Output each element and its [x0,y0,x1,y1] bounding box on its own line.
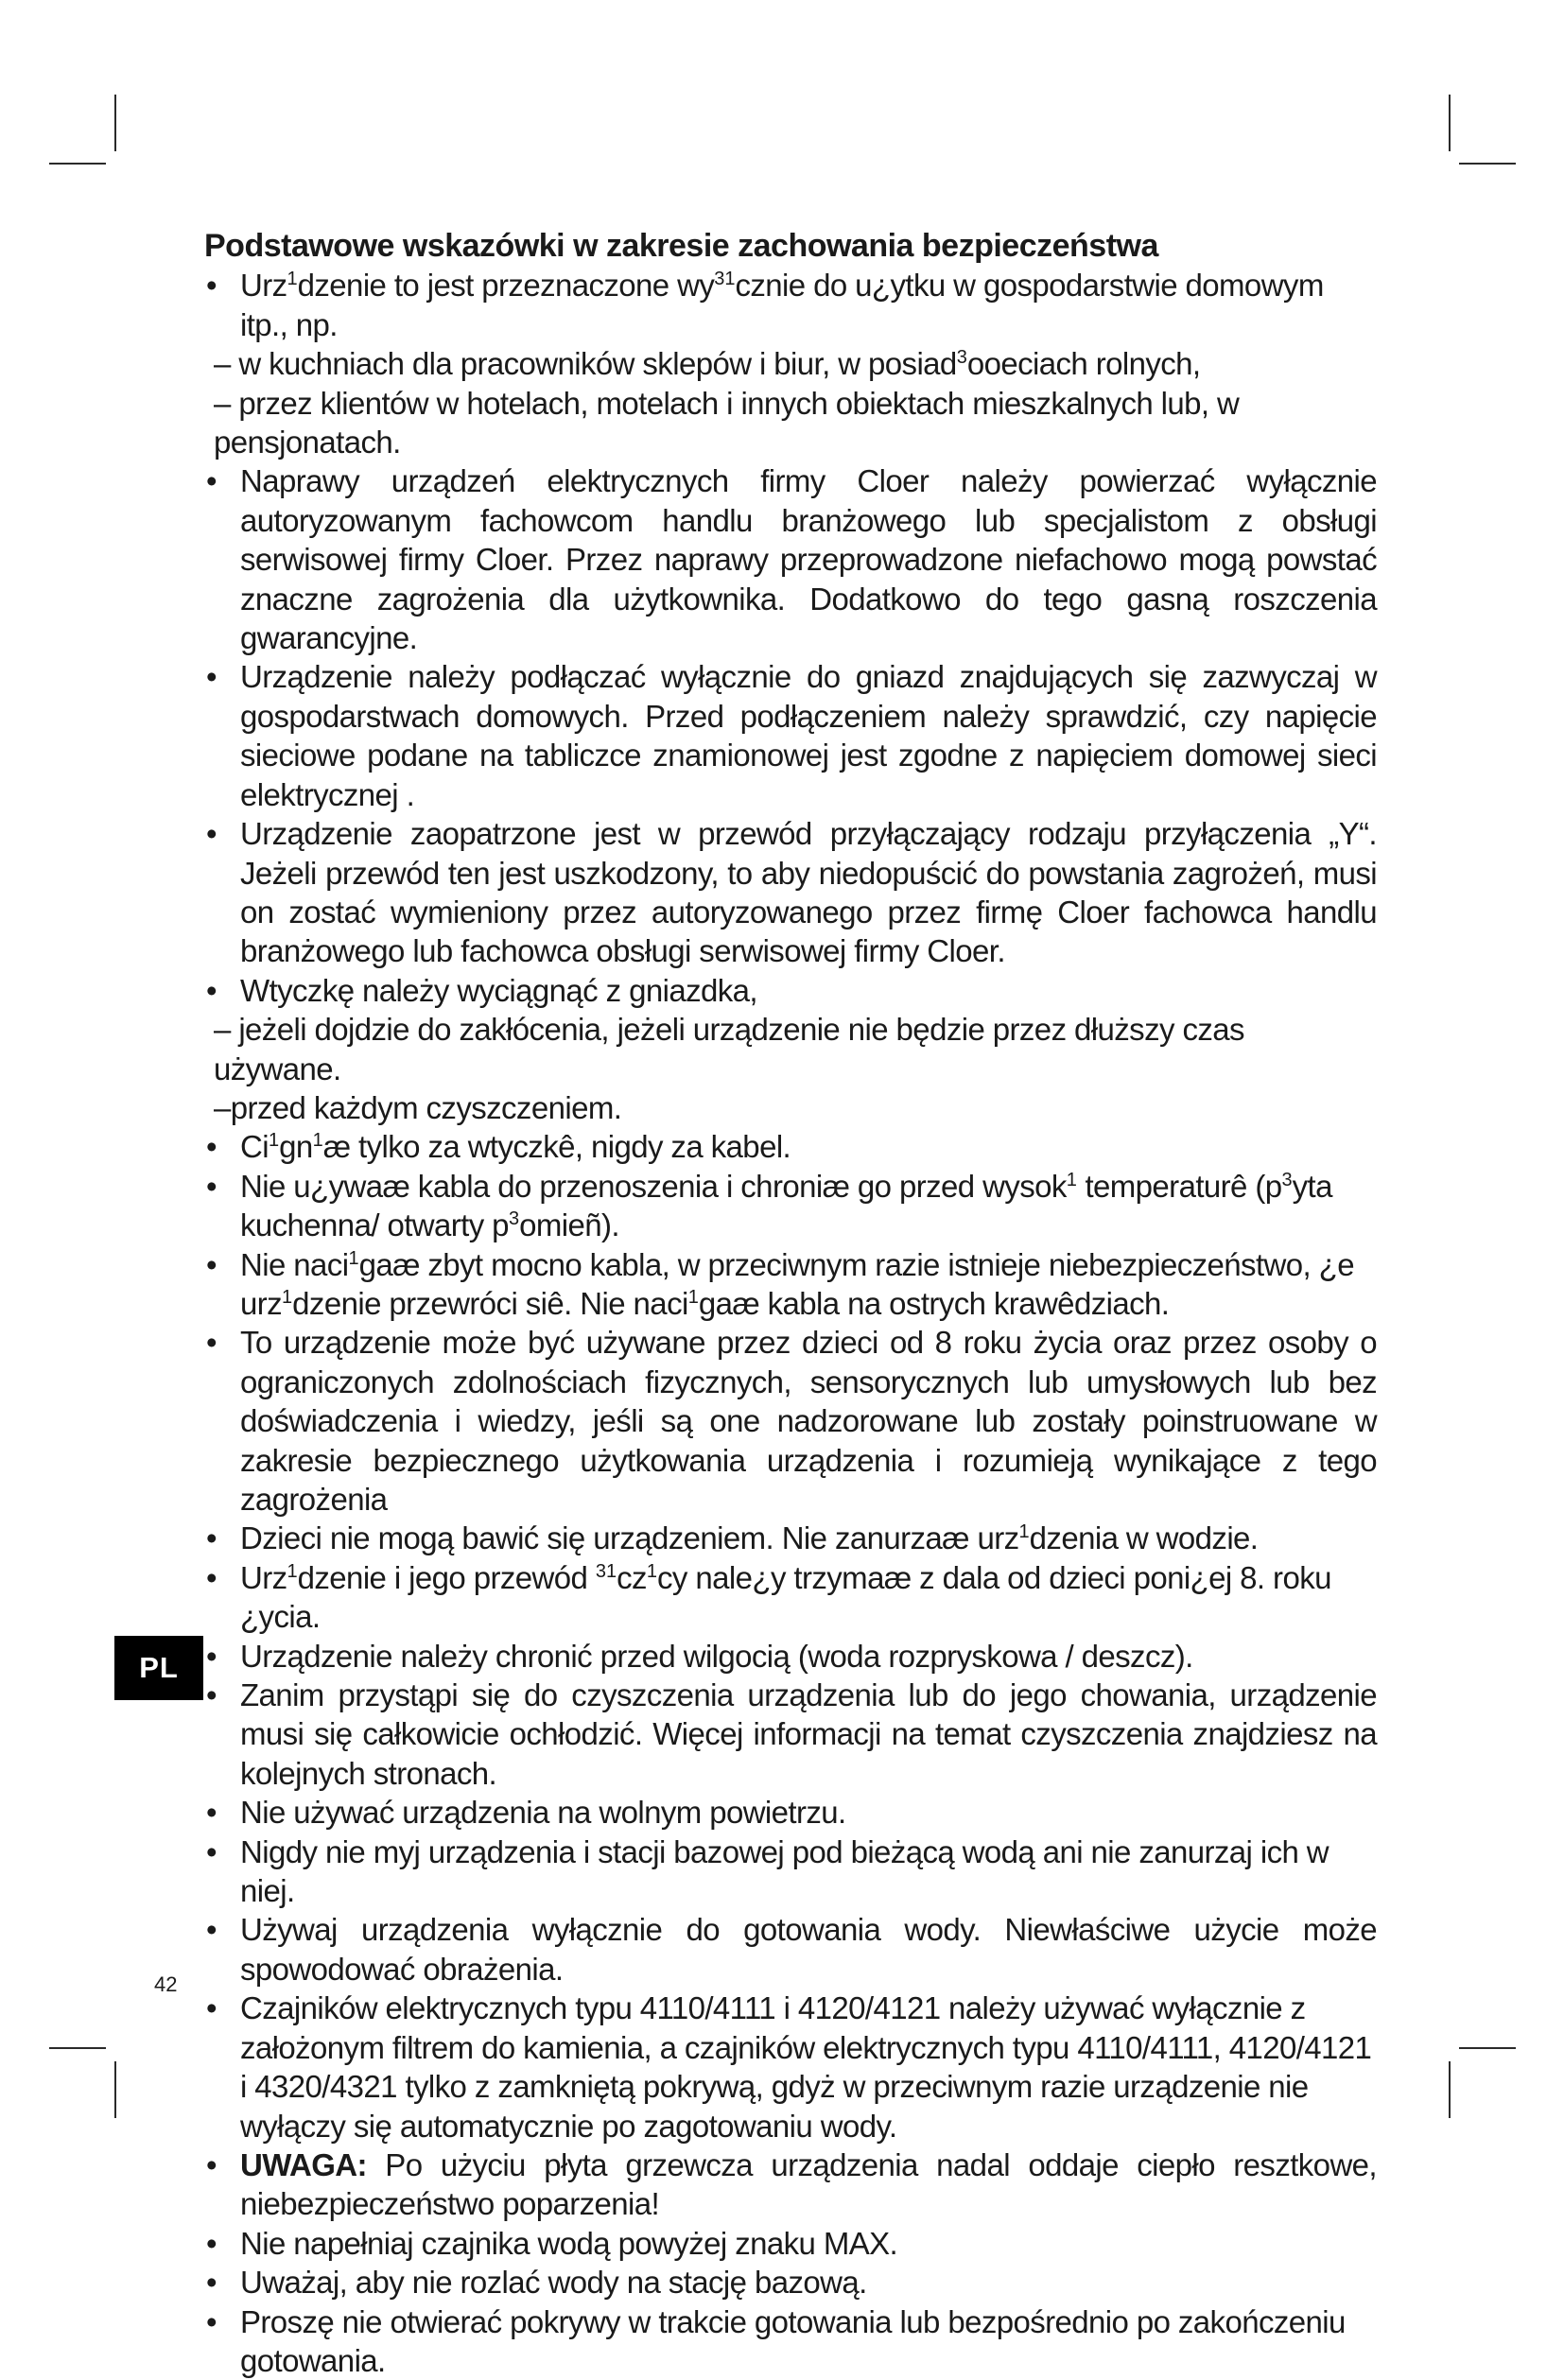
crop-mark-top-left-h [49,163,106,165]
list-item: • Naprawy urządzeń elektrycznych firmy Cloer należy powierzać wyłącznie autoryzowanym fachowcom handlu branżowego lub specjalistom z obsługi serwisowej firmy Cloer. Przez naprawy przeprowadzone niefachowo mogą powstać znaczne zagrożenia dla użytkownika. Dodatkowo do tego gasną roszczenia gwarancyjne. [204,461,1377,657]
list-item: • Zanim przystąpi się do czyszczenia urządzenia lub do jego chowania, urządzenie musi się całkowicie ochłodzić. Więcej informacji na temat czyszczenia znajdziesz na kolejnych stronach. [204,1676,1377,1793]
list-subitem: – przez klientów w hotelach, motelach i innych obiektach mieszkalnych lub, w pensjonatach. [214,385,1240,460]
crop-mark-bottom-left-h [49,2047,106,2049]
crop-mark-top-right-h [1459,163,1516,165]
page-number: 42 [154,1972,178,1996]
list-subitem: – jeżeli dojdzie do zakłócenia, jeżeli urządzenie nie będzie przez dłuższy czas używane. [214,1012,1244,1086]
list-item: • Nie naci$^1$gaæ zbyt mocno kabla, w przeciwnym razie istnieje niebezpieczeństwo, ¿e urz$^1$dzenie przewróci siê. Nie naci$^1$gaæ kabla na ostrych krawêdziach. [204,1245,1377,1324]
section-heading: Podstawowe wskazówki w zakresie zachowania bezpieczeństwa [204,228,1158,264]
crop-mark-bottom-right-h [1459,2047,1516,2049]
list-item: • Proszę nie otwierać pokrywy w trakcie gotowania lub bezpośrednio po zakończeniu gotowania. [204,2302,1377,2380]
list-item: • Urz$^1$dzenie i jego przewód $^{31}cz^1cy$ nale¿y trzymaæ z dala od dzieci poni¿ej 8. roku ¿ycia. [204,1558,1377,1637]
crop-mark-bottom-right-v [1449,2061,1451,2118]
list-item: • Urządzenie należy podłączać wyłącznie do gniazd znajdujących się zazwyczaj w gospodarstwach domowych. Przed podłączeniem należy sprawdzić, czy napięcie sieciowe podane na tabliczce znamionowej jest zgodne z napięciem domowej sieci elektrycznej . [204,657,1377,814]
list-item: • Urz$^1$dzenie to jest przeznaczone $wy^{31}cznie$ do u¿ytku w gospodarstwie domowym itp., np. [204,266,1377,344]
list-item: • Nie używać urządzenia na wolnym powietrzu. [204,1793,1377,1832]
crop-mark-bottom-left-v [114,2061,116,2118]
warning-label: UWAGA: [240,2146,367,2182]
list-item: • Używaj urządzenia wyłącznie do gotowania wody. Niewłaściwe użycie może spowodować obrażenia. [204,1910,1377,1989]
list-subitem: – w kuchniach dla pracowników sklepów i biur, w posiad$^3$ooeciach rolnych, [214,346,1201,382]
list-item: • Nigdy nie myj urządzenia i stacji bazowej pod bieżącą wodą ani nie zanurzaj ich w niej. [204,1833,1377,1911]
list-item: • $Ci^1gn^1æ$ tylko za wtyczkê, nigdy za kabel. [204,1127,1377,1166]
list-item: • Nie napełniaj czajnika wodą powyżej znaku MAX. [204,2224,1377,2263]
list-subitem: –przed każdym czyszczeniem. [214,1089,622,1125]
list-item: • Wtyczkę należy wyciągnąć z gniazdka, [204,971,1377,1010]
safety-instructions [204,227,1377,2380]
list-item: • To urządzenie może być używane przez dzieci od 8 roku życia oraz przez osoby o ograniczonych zdolnościach fizycznych, sensorycznych lub umysłowych lub bez doświadczenia i wiedzy, jeśli są one nadzorowane lub zostały poinstruowane w zakresie bezpiecznego użytkowania urządzenia i rozumieją wynikające z tego zagrożenia [204,1323,1377,1519]
list-item: • UWAGA: Po użyciu płyta grzewcza urządzenia nadal oddaje ciepło resztkowe, niebezpieczeństwo poparzenia! [204,2145,1377,2224]
crop-mark-top-left-v [114,95,116,151]
language-tab: PL [114,1636,203,1700]
list-item: • Urządzenie zaopatrzone jest w przewód przyłączający rodzaju przyłączenia „Y“. Jeżeli przewód ten jest uszkodzony, to aby niedopuścić do powstania zagrożeń, musi on zostać wymieniony przez autoryzowanego przez firmę Cloer fachowca handlu branżowego lub fachowca obsługi serwisowej firmy Cloer. [204,814,1377,971]
list-item: • Urządzenie należy chronić przed wilgocią (woda rozpryskowa / deszcz). [204,1637,1377,1676]
list-item: • Uważaj, aby nie rozlać wody na stację bazową. [204,2263,1377,2302]
list-item: • Czajników elektrycznych typu 4110/4111 i 4120/4121 należy używać wyłącznie z założonym filtrem do kamienia, a czajników elektrycznych typu 4110/4111, 4120/4121 i 4320/4321 tylko z zamkniętą pokrywą, gdyż w przeciwnym razie urządzenie nie wyłączy się automatycznie po zagotowaniu wody. [204,1989,1377,2145]
list-item: • Dzieci nie mogą bawić się urządzeniem. Nie zanurzaæ urz$^1$dzenia w wodzie. [204,1519,1377,1557]
crop-mark-top-right-v [1449,95,1451,151]
list-item: • Nie u¿ywaæ kabla do przenoszenia i chroniæ go przed wysok$^1$ temperaturê ($p^3yta$ kuchenna/ otwarty $p^3omieñ$). [204,1167,1377,1245]
